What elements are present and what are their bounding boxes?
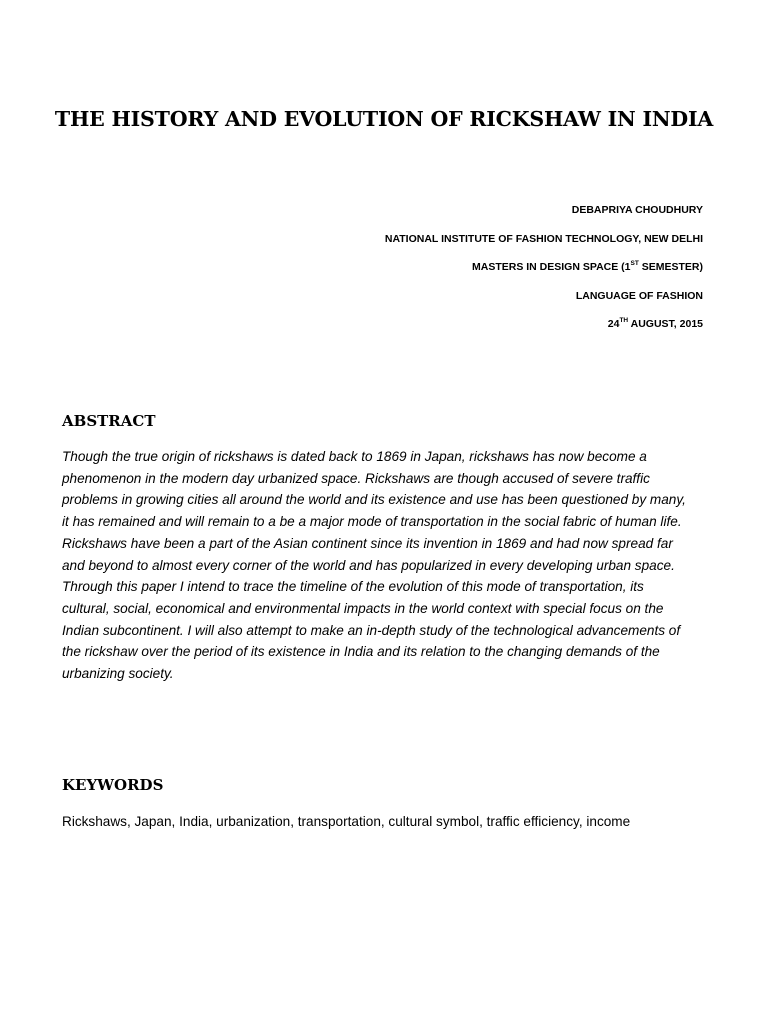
author-program-text: MASTERS IN DESIGN SPACE (1 — [472, 261, 631, 273]
abstract-line: the rickshaw over the period of its existence in India and its relation to the changing demands of the — [62, 644, 660, 660]
abstract-line: cultural, social, economical and environmental impacts in the world context with special focus on the — [62, 600, 664, 616]
keywords-list: Rickshaws, Japan, India, urbanization, transportation, cultural symbol, traffic efficiency, income — [62, 814, 631, 829]
author-program-superscript: ST — [630, 259, 639, 267]
author-program — [385, 257, 703, 286]
author-date-rest: AUGUST, 2015 — [628, 318, 703, 330]
abstract-paragraph — [62, 446, 714, 685]
author-date-superscript: TH — [619, 316, 629, 324]
abstract-heading: ABSTRACT — [62, 412, 156, 430]
keywords-heading: KEYWORDS — [62, 776, 164, 794]
abstract-line: problems in growing cities all around the world and its existence and use has been questioned by many, — [62, 492, 686, 508]
abstract-line: Rickshaws have been a part of the Asian continent since its invention in 1869 and had now spread far — [62, 535, 673, 551]
author-date — [385, 314, 703, 343]
author-block — [385, 200, 703, 343]
document-title: THE HISTORY AND EVOLUTION OF RICKSHAW IN INDIA — [54, 107, 714, 131]
author-institute: NATIONAL INSTITUTE OF FASHION TECHNOLOGY, NEW DELHI — [384, 232, 703, 245]
author-course: LANGUAGE OF FASHION — [575, 289, 703, 302]
author-name: DEBAPRIYA CHOUDHURY — [571, 204, 703, 216]
abstract-line: Through this paper I intend to trace the timeline of the evolution of this mode of transportation, its — [62, 579, 644, 595]
abstract-line: it has remained and will remain to a be a major mode of transportation in the social fabric of human life. — [62, 514, 682, 530]
abstract-line: and beyond to almost every corner of the world and has popularized in every developing urban space. — [62, 557, 675, 573]
abstract-line: Indian subcontinent. I will also attempt to make an in-depth study of the technological advancements of — [62, 622, 681, 638]
author-date-day: 24 — [607, 318, 620, 330]
abstract-line: Though the true origin of rickshaws is dated back to 1869 in Japan, rickshaws has now become a — [62, 449, 647, 464]
abstract-line: urbanizing society. — [62, 666, 174, 682]
abstract-line: phenomenon in the modern day urbanized space. Rickshaws are though accused of severe traffic — [62, 470, 650, 486]
author-program-text-end: SEMESTER) — [638, 261, 703, 273]
